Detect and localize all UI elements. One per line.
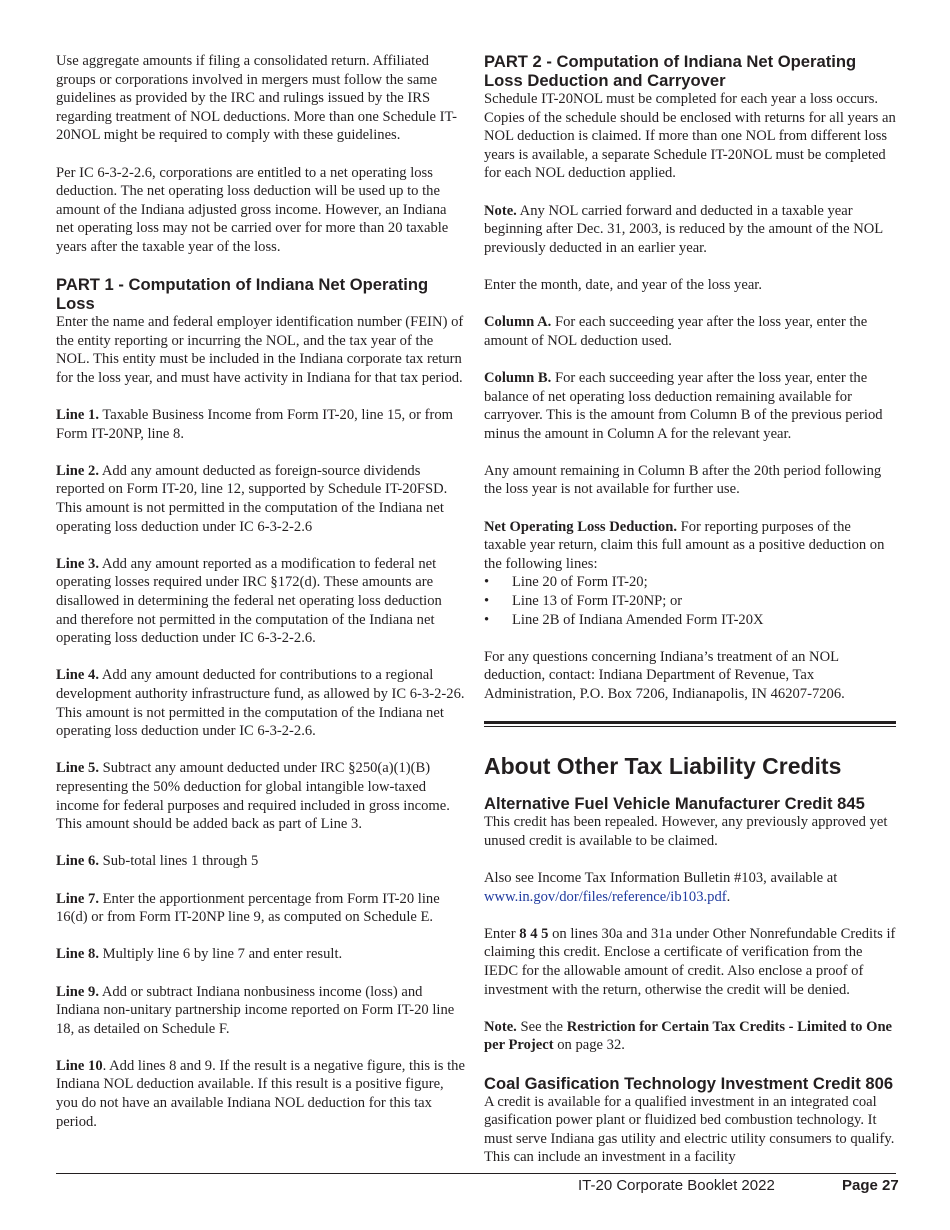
deduction-lines-list — [484, 573, 896, 629]
enter-text-a: Enter — [484, 925, 520, 942]
about-credits-heading: About Other Tax Liability Credits — [484, 753, 842, 780]
line-text: Multiply line 6 by line 7 and enter result. — [98, 946, 343, 963]
line-text: . Add lines 8 and 9. If the result is a negative figure, this is the Indiana NOL deduction available. If this result is a positive figure, you do not have an available Indiana NOL deduction for this tax period. — [56, 1057, 465, 1130]
line-label: Line 7. — [56, 890, 99, 907]
line-text: Add any amount deducted for contributions to a regional development authority infrastructure fund, as allowed by IC 6-3-2-26. This amount is not permitted in the computation of the Indiana net operating loss deduction under IC 6-3-2-2.6. — [56, 667, 465, 740]
aggregate-paragraph: Use aggregate amounts if filing a consolidated return. Affiliated groups or corporations involved in mergers must follow the same guidelines as provided by the IRC and rulings issued by the IRS regarding treatment of NOL deductions. More than one Schedule IT-20NOL might be required to comply with these guidelines. — [56, 53, 457, 144]
note-text: Any NOL carried forward and deducted in a taxable year beginning after Dec. 31, 2003, is reduced by the amount of the NOL previously deducted in an earlier year. — [484, 202, 883, 256]
line-label: Line 9. — [56, 983, 99, 1000]
note-text-a: See the — [516, 1018, 567, 1035]
left-column — [56, 52, 466, 1150]
line-label: Line 1. — [56, 407, 99, 424]
line-label: Line 2. — [56, 462, 99, 479]
line-label: Line 5. — [56, 760, 99, 777]
line-text: Add any amount reported as a modification to federal net operating losses required under IRC §172(d). These amounts are disallowed in determining the federal net operating loss deduction and therefore not permitted in the computation of the Indiana net operating loss deduction under IC 6-3-2-2.6. — [56, 555, 442, 647]
column-a-text: For each succeeding year after the loss year, enter the amount of NOL deduction used. — [484, 314, 868, 349]
section-divider-thick — [484, 721, 896, 724]
line-label: Line 10 — [56, 1057, 103, 1074]
line-5-paragraph — [56, 759, 466, 833]
line-8-paragraph — [56, 945, 466, 964]
enter-text-b: on lines 30a and 31a under Other Nonrefundable Credits if claiming this credit. Enclose a certificate of verification from the IEDC for the allowable amount of credit. Also enclose a proof of investment with the return, otherwise the credit will be denied. — [484, 925, 896, 998]
line-10-paragraph — [56, 1057, 466, 1131]
line-text: Add or subtract Indiana nonbusiness income (loss) and Indiana non-unitary partnership income reported on Form IT-20 line 18, as detailed on Schedule F. — [56, 983, 455, 1037]
bulletin-link[interactable]: www.in.gov/dor/files/reference/ib103.pdf — [484, 888, 727, 905]
also-see-paragraph — [484, 869, 896, 906]
right-column — [484, 52, 896, 1185]
nol-deduction-text: For reporting purposes of the taxable year return, claim this full amount as a positive deduction on the following lines: — [484, 518, 885, 572]
line-9-paragraph — [56, 983, 466, 1039]
note-carryforward — [484, 202, 896, 258]
line-text: Add any amount deducted as foreign-source dividends reported on Form IT-20, line 12, supported by Schedule IT-20FSD. This amount is not permitted in the computation of the Indiana net operating loss deduction under IC 6-3-2-2.6 — [56, 462, 448, 535]
per-ic-paragraph: Per IC 6-3-2-2.6, corporations are entitled to a net operating loss deduction. The net operating loss deduction will be used up to the amount of the Indiana adjusted gross income. However, an Indiana net operating loss may not be carried over for more than 20 taxable years after the taxable year of the loss. — [56, 164, 449, 255]
line-2-paragraph — [56, 462, 466, 536]
line-label: Line 3. — [56, 555, 99, 572]
restriction-title: Restriction for Certain Tax Credits - Limited to One per Project — [484, 1018, 893, 1054]
line-label: Line 4. — [56, 667, 99, 684]
note-text-b: on page 32. — [553, 1037, 625, 1054]
nol-deduction-label: Net Operating Loss Deduction. — [484, 518, 677, 535]
line-label: Line 6. — [56, 853, 99, 870]
footer-booklet-title: IT-20 Corporate Booklet 2022 — [578, 1177, 775, 1194]
line-3-paragraph — [56, 555, 466, 648]
remaining-paragraph: Any amount remaining in Column B after the 20th period following the loss year is not available for further use. — [484, 462, 882, 498]
line-text: Subtract any amount deducted under IRC §250(a)(1)(B) representing the 50% deduction for global intangible low-taxed income for federal purposes and required included in gross income. This amount should be added back as part of Line 3. — [56, 760, 450, 833]
credit-code: 8 4 5 — [519, 925, 549, 942]
afv-credit-heading: Alternative Fuel Vehicle Manufacturer Credit 845 — [484, 794, 865, 814]
part2-intro: Schedule IT-20NOL must be completed for each year a loss occurs. Copies of the schedule should be enclosed with returns for all years an NOL deduction is claimed. If more than one NOL from different loss years is available, a separate Schedule IT-20NOL must be completed for each NOL deduction applied. — [484, 91, 896, 182]
coal-credit-text: A credit is available for a qualified investment in an integrated coal gasification power plant or fluidized bed combustion technology. It must serve Indiana gas utility and electric utility consumers to qualify. This can include an investment in a facility — [484, 1093, 895, 1166]
line-1-paragraph — [56, 406, 466, 443]
line-label: Line 8. — [56, 946, 99, 963]
line-text: Enter the apportionment percentage from Form IT-20 line 16(d) or from Form IT-20NP line 9, as computed on Schedule E. — [56, 890, 440, 926]
column-b-paragraph — [484, 369, 896, 443]
line-6-paragraph — [56, 852, 466, 871]
list-item: • Line 13 of Form IT-20NP; or — [484, 592, 896, 611]
part1-intro: Enter the name and federal employer identification number (FEIN) of the entity reporting or incurring the NOL, and the tax year of the NOL. This entity must be included in the Indiana corporate tax return for the loss year, and must have activity in Indiana for that tax period. — [56, 314, 464, 386]
nol-deduction-paragraph — [484, 518, 896, 574]
footer-rule — [56, 1173, 896, 1174]
column-b-text: For each succeeding year after the loss year, enter the balance of net operating loss deduction remaining available for carryover. This is the amount from Column B of the previous period minus the amount in Column A for the relevant year. — [484, 369, 883, 442]
part1-heading: PART 1 - Computation of Indiana Net Operating Loss — [56, 275, 429, 314]
afv-credit-text: This credit has been repealed. However, any previously approved yet unused credit is available to be claimed. — [484, 814, 888, 849]
note-restriction — [484, 1018, 896, 1055]
questions-paragraph: For any questions concerning Indiana’s treatment of an NOL deduction, contact: Indiana Department of Revenue, Tax Administration, P.O. Box 7206, Indianapolis, IN 46207-7206. — [484, 648, 845, 702]
column-a-paragraph — [484, 313, 896, 350]
section-divider-thin — [484, 726, 896, 727]
list-item: • Line 2B of Indiana Amended Form IT-20X — [484, 611, 896, 630]
line-text: Taxable Business Income from Form IT-20, line 15, or from Form IT-20NP, line 8. — [56, 407, 454, 442]
coal-credit-heading: Coal Gasification Technology Investment Credit 806 — [484, 1073, 894, 1093]
footer-page-number: Page 27 — [842, 1177, 899, 1194]
also-see-end: . — [726, 888, 731, 905]
note-label: Note. — [484, 1018, 517, 1035]
list-item: • Line 20 of Form IT-20; — [484, 573, 896, 592]
line-4-paragraph — [56, 666, 466, 740]
note-label: Note. — [484, 202, 517, 219]
column-a-label: Column A. — [484, 314, 552, 331]
part2-heading: PART 2 - Computation of Indiana Net Operating Loss Deduction and Carryover — [484, 52, 857, 90]
line-text: Sub-total lines 1 through 5 — [98, 853, 259, 870]
also-see-text: Also see Income Tax Information Bulletin #103, available at — [484, 869, 838, 886]
enter-code-paragraph — [484, 925, 896, 999]
column-b-label: Column B. — [484, 369, 552, 386]
enter-month-paragraph: Enter the month, date, and year of the loss year. — [484, 276, 763, 293]
line-7-paragraph — [56, 890, 466, 927]
